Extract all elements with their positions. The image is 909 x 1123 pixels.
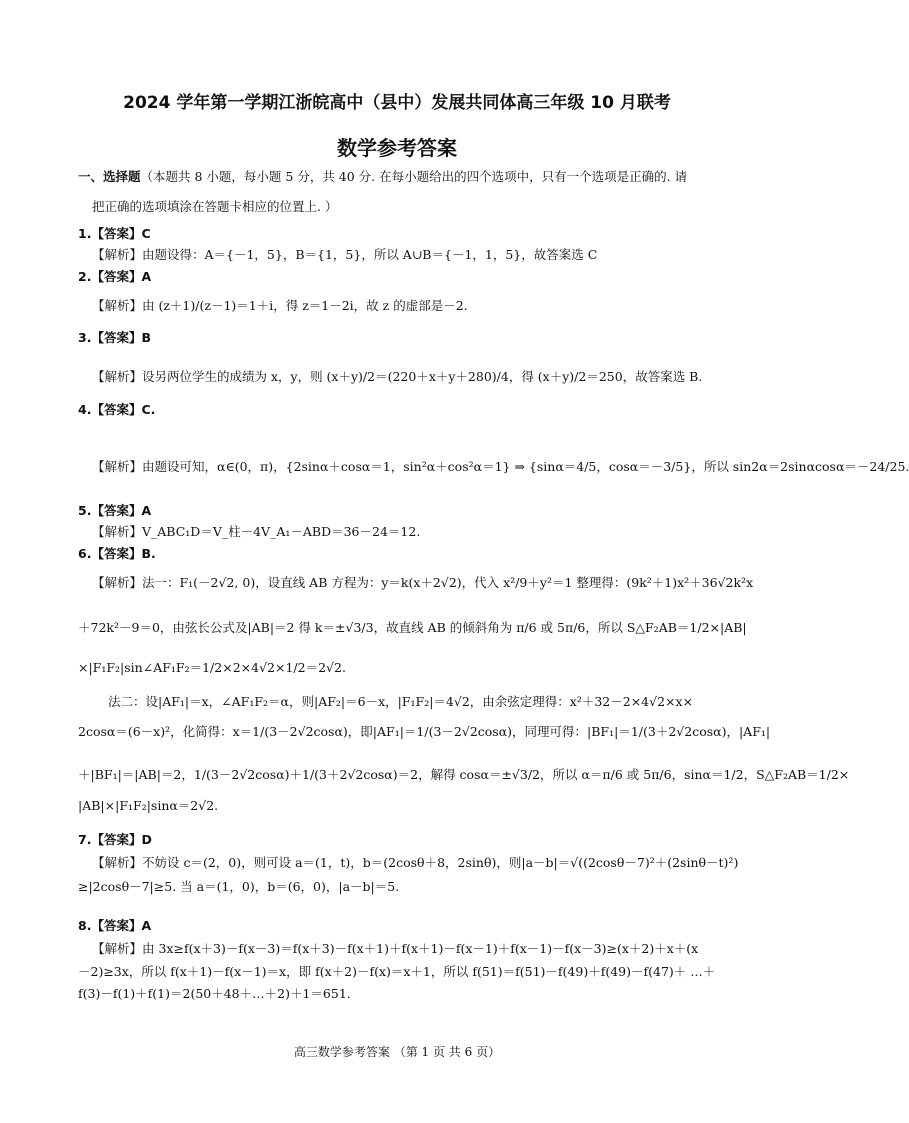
q7-analysis-line-2: ≥|2cosθ－7|≥5. 当 a＝(1，0)，b＝(6，0)，|a－b|＝5. xyxy=(78,879,400,894)
q6-analysis-line-5: 2cosα＝(6－x)²，化简得：x＝1/(3－2√2cosα)，即|AF₁|＝1/(3－2√2cosα)，同理可得：|BF₁|＝1/(3＋2√2cosα)，|AF₁| xyxy=(78,724,771,739)
q7-answer: 7.【答案】D xyxy=(78,832,152,847)
q8-analysis-line-1: 【解析】由 3x≥f(x＋3)－f(x－3)＝f(x＋3)－f(x＋1)＋f(x＋1)－f(x－1)＋f(x－1)－f(x－3)≥(x＋2)＋x＋(x xyxy=(92,941,699,956)
q6-answer: 6.【答案】B. xyxy=(78,546,156,561)
q6-analysis-line-7: |AB|×|F₁F₂|sinα＝2√2. xyxy=(78,798,219,813)
q4-answer: 4.【答案】C. xyxy=(78,402,156,417)
page-subtitle: 数学参考答案 xyxy=(337,136,457,160)
q6-analysis-line-2: ＋72k²－9＝0，由弦长公式及|AB|＝2 得 k＝±√3/3，故直线 AB 的倾斜角为 π/6 或 5π/6，所以 S△F₂AB＝1/2×|AB| xyxy=(78,620,747,635)
q8-answer: 8.【答案】A xyxy=(78,918,152,933)
q3-answer: 3.【答案】B xyxy=(78,330,151,345)
q6-analysis-line-3: ×|F₁F₂|sin∠AF₁F₂＝1/2×2×4√2×1/2＝2√2. xyxy=(78,660,346,675)
q1-analysis: 【解析】由题设得：A＝{－1，5}，B＝{1，5}，所以 A∪B＝{－1，1，5}，故答案选 C xyxy=(92,247,598,262)
section-heading: 一、选择题 xyxy=(78,169,141,184)
q5-analysis: 【解析】V_ABC₁D＝V_柱－4V_A₁－ABD＝36－24＝12. xyxy=(92,524,421,539)
q6-analysis-line-4: 法二：设|AF₁|＝x，∠AF₁F₂＝α，则|AF₂|＝6－x，|F₁F₂|＝4√2，由余弦定理得：x²＋32－2×4√2×x× xyxy=(108,694,694,709)
q6-analysis-line-1: 【解析】法一：F₁(－2√2, 0)，设直线 AB 方程为：y＝k(x＋2√2)，代入 x²/9＋y²＝1 整理得：(9k²＋1)x²＋36√2k²x xyxy=(92,575,754,590)
q1-answer: 1.【答案】C xyxy=(78,226,151,241)
q3-analysis: 【解析】设另两位学生的成绩为 x，y，则 (x＋y)/2＝(220＋x＋y＋280)/4，得 (x＋y)/2＝250，故答案选 B. xyxy=(92,369,703,384)
page-footer: 高三数学参考答案 （第 1 页 共 6 页） xyxy=(293,1045,501,1059)
q8-analysis-line-3: f(3)－f(1)＋f(1)＝2(50＋48＋…＋2)＋1＝651. xyxy=(78,986,351,1001)
q8-analysis-line-2: －2)≥3x，所以 f(x＋1)－f(x－1)＝x，即 f(x＋2)－f(x)＝x＋1，所以 f(51)＝f(51)－f(49)＋f(49)－f(47)＋ …＋ xyxy=(78,964,716,979)
page-title: 2024 学年第一学期江浙皖高中（县中）发展共同体高三年级 10 月联考 xyxy=(123,93,671,113)
section-intro-line-1 xyxy=(78,169,728,184)
section-intro-2: 把正确的选项填涂在答题卡相应的位置上. ） xyxy=(92,199,338,214)
section-intro-1: （本题共 8 小题，每小题 5 分，共 40 分. 在每小题给出的四个选项中，只有一个选项是正确的. 请 xyxy=(140,169,688,184)
q7-analysis-line-1: 【解析】不妨设 c＝(2，0)，则可设 a＝(1，t)，b＝(2cosθ＋8，2sinθ)，则|a－b|＝√((2cosθ－7)²＋(2sinθ－t)²) xyxy=(92,855,739,870)
q2-answer: 2.【答案】A xyxy=(78,269,152,284)
q4-analysis: 【解析】由题设可知，α∈(0，π)，{2sinα＋cosα＝1，sin²α＋cos²α＝1} ⇒ {sinα＝4/5，cosα＝－3/5}，所以 sin2α＝2sinαcosα＝－24/25. xyxy=(92,459,909,474)
q6-analysis-line-6: ＋|BF₁|＝|AB|＝2，1/(3－2√2cosα)＋1/(3＋2√2cosα)＝2，解得 cosα＝±√3/2，所以 α＝π/6 或 5π/6，sinα＝1/2，S△F₂AB＝1/2× xyxy=(78,767,850,782)
q5-answer: 5.【答案】A xyxy=(78,503,152,518)
q2-analysis: 【解析】由 (z＋1)/(z－1)＝1＋i，得 z＝1－2i，故 z 的虚部是－2. xyxy=(92,298,468,313)
